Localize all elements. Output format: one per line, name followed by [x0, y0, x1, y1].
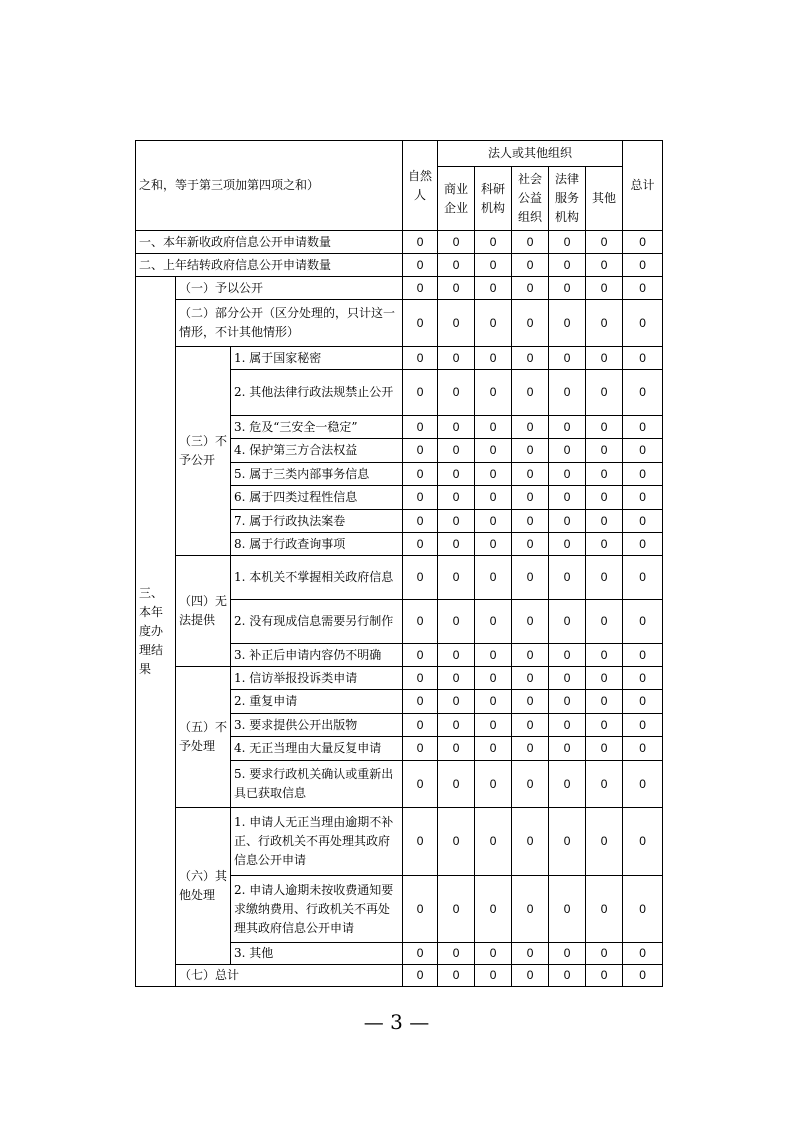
value-cell: 0	[475, 667, 512, 690]
value-cell: 0	[623, 556, 663, 600]
value-cell: 0	[475, 556, 512, 600]
value-cell: 0	[512, 463, 549, 486]
value-cell: 0	[512, 439, 549, 463]
value-cell: 0	[549, 714, 586, 737]
value-cell: 0	[586, 943, 623, 965]
value-cell: 0	[438, 690, 475, 714]
value-cell: 0	[549, 231, 586, 254]
value-cell: 0	[512, 965, 549, 987]
item-label: 5. 要求行政机关确认或重新出具已获取信息	[231, 761, 403, 808]
value-cell: 0	[512, 486, 549, 510]
value-cell: 0	[512, 300, 549, 347]
value-cell: 0	[475, 761, 512, 808]
row-label: 二、上年结转政府信息公开申请数量	[136, 254, 403, 277]
value-cell: 0	[475, 347, 512, 370]
value-cell: 0	[475, 714, 512, 737]
value-cell: 0	[623, 667, 663, 690]
col-total: 总计	[623, 141, 663, 231]
value-cell: 0	[475, 300, 512, 347]
item-label: 7. 属于行政执法案卷	[231, 510, 403, 533]
item-label: 2. 申请人逾期未按收费通知要求缴纳费用、行政机关不再处理其政府信息公开申请	[231, 876, 403, 943]
value-cell: 0	[438, 416, 475, 439]
value-cell: 0	[475, 965, 512, 987]
carried-over-row	[136, 254, 663, 277]
value-cell: 0	[438, 486, 475, 510]
value-cell: 0	[403, 876, 438, 943]
value-cell: 0	[512, 254, 549, 277]
value-cell: 0	[512, 533, 549, 556]
value-cell: 0	[586, 714, 623, 737]
value-cell: 0	[438, 667, 475, 690]
value-cell: 0	[403, 231, 438, 254]
value-cell: 0	[549, 533, 586, 556]
value-cell: 0	[475, 876, 512, 943]
value-cell: 0	[549, 644, 586, 667]
value-cell: 0	[586, 254, 623, 277]
value-cell: 0	[623, 300, 663, 347]
value-cell: 0	[586, 510, 623, 533]
value-cell: 0	[549, 416, 586, 439]
value-cell: 0	[438, 300, 475, 347]
item-label: 1. 本机关不掌握相关政府信息	[231, 556, 403, 600]
value-cell: 0	[586, 876, 623, 943]
value-cell: 0	[475, 416, 512, 439]
value-cell: 0	[403, 463, 438, 486]
value-cell: 0	[623, 714, 663, 737]
value-cell: 0	[549, 254, 586, 277]
not-processed-category: （五）不予处理	[176, 667, 231, 808]
unable-to-provide-category: （四）无法提供	[176, 556, 231, 667]
value-cell: 0	[586, 277, 623, 300]
value-cell: 0	[403, 254, 438, 277]
item-label: 4. 保护第三方合法权益	[231, 439, 403, 463]
value-cell: 0	[586, 463, 623, 486]
value-cell: 0	[438, 254, 475, 277]
item-label: 3. 补正后申请内容仍不明确	[231, 644, 403, 667]
value-cell: 0	[403, 714, 438, 737]
value-cell: 0	[403, 690, 438, 714]
col-research: 科研机构	[475, 167, 512, 231]
value-cell: 0	[549, 761, 586, 808]
value-cell: 0	[623, 416, 663, 439]
value-cell: 0	[403, 667, 438, 690]
item-label: 3. 危及“三安全一稳定”	[231, 416, 403, 439]
value-cell: 0	[549, 600, 586, 644]
value-cell: 0	[623, 808, 663, 876]
value-cell: 0	[438, 231, 475, 254]
value-cell: 0	[475, 644, 512, 667]
item-label: 1. 属于国家秘密	[231, 347, 403, 370]
value-cell: 0	[549, 965, 586, 987]
item-label: 1. 申请人无正当理由逾期不补正、行政机关不再处理其政府信息公开申请	[231, 808, 403, 876]
value-cell: 0	[512, 370, 549, 416]
value-cell: 0	[586, 644, 623, 667]
value-cell: 0	[438, 714, 475, 737]
value-cell: 0	[403, 347, 438, 370]
value-cell: 0	[549, 556, 586, 600]
value-cell: 0	[623, 690, 663, 714]
item-label: 2. 没有现成信息需要另行制作	[231, 600, 403, 644]
col-natural-person: 自然人	[403, 141, 438, 231]
value-cell: 0	[586, 965, 623, 987]
value-cell: 0	[586, 556, 623, 600]
value-cell: 0	[623, 463, 663, 486]
col-legal-group: 法人或其他组织	[438, 141, 623, 167]
value-cell: 0	[623, 737, 663, 761]
value-cell: 0	[549, 300, 586, 347]
value-cell: 0	[475, 600, 512, 644]
value-cell: 0	[586, 761, 623, 808]
result-label: （二）部分公开（区分处理的，只计这一情形，不计其他情形）	[176, 300, 403, 347]
value-cell: 0	[623, 761, 663, 808]
value-cell: 0	[586, 600, 623, 644]
result-row	[136, 965, 663, 987]
value-cell: 0	[512, 347, 549, 370]
value-cell: 0	[586, 300, 623, 347]
value-cell: 0	[586, 667, 623, 690]
value-cell: 0	[438, 277, 475, 300]
value-cell: 0	[403, 600, 438, 644]
value-cell: 0	[586, 737, 623, 761]
value-cell: 0	[403, 370, 438, 416]
value-cell: 0	[549, 690, 586, 714]
value-cell: 0	[623, 439, 663, 463]
value-cell: 0	[623, 876, 663, 943]
disclosure-statistics-table	[135, 140, 663, 987]
value-cell: 0	[512, 416, 549, 439]
value-cell: 0	[475, 533, 512, 556]
value-cell: 0	[549, 370, 586, 416]
value-cell: 0	[403, 808, 438, 876]
value-cell: 0	[623, 965, 663, 987]
value-cell: 0	[438, 737, 475, 761]
item-label: 3. 其他	[231, 943, 403, 965]
value-cell: 0	[623, 533, 663, 556]
value-cell: 0	[403, 300, 438, 347]
value-cell: 0	[403, 416, 438, 439]
value-cell: 0	[512, 714, 549, 737]
new-requests-row	[136, 231, 663, 254]
value-cell: 0	[586, 533, 623, 556]
value-cell: 0	[586, 808, 623, 876]
page-number: — 3 —	[363, 1010, 430, 1034]
value-cell: 0	[623, 231, 663, 254]
value-cell: 0	[623, 486, 663, 510]
value-cell: 0	[403, 737, 438, 761]
value-cell: 0	[438, 347, 475, 370]
value-cell: 0	[475, 690, 512, 714]
value-cell: 0	[512, 943, 549, 965]
item-label: 4. 无正当理由大量反复申请	[231, 737, 403, 761]
not-disclosed-category: （三）不予公开	[176, 347, 231, 556]
result-row	[136, 300, 663, 347]
value-cell: 0	[512, 876, 549, 943]
value-cell: 0	[475, 737, 512, 761]
value-cell: 0	[512, 510, 549, 533]
value-cell: 0	[586, 486, 623, 510]
unable-to-provide-item-row	[136, 556, 663, 600]
value-cell: 0	[403, 533, 438, 556]
value-cell: 0	[475, 943, 512, 965]
value-cell: 0	[512, 667, 549, 690]
value-cell: 0	[475, 463, 512, 486]
value-cell: 0	[438, 463, 475, 486]
value-cell: 0	[512, 761, 549, 808]
col-other: 其他	[586, 167, 623, 231]
value-cell: 0	[549, 486, 586, 510]
value-cell: 0	[475, 808, 512, 876]
value-cell: 0	[586, 231, 623, 254]
value-cell: 0	[475, 231, 512, 254]
value-cell: 0	[549, 463, 586, 486]
value-cell: 0	[403, 277, 438, 300]
value-cell: 0	[549, 737, 586, 761]
other-handling-category: （六）其他处理	[176, 808, 231, 965]
value-cell: 0	[403, 510, 438, 533]
col-public-welfare: 社会公益组织	[512, 167, 549, 231]
not-processed-item-row	[136, 667, 663, 690]
value-cell: 0	[403, 943, 438, 965]
value-cell: 0	[438, 965, 475, 987]
item-label: 2. 其他法律行政法规禁止公开	[231, 370, 403, 416]
value-cell: 0	[623, 510, 663, 533]
value-cell: 0	[549, 510, 586, 533]
value-cell: 0	[512, 737, 549, 761]
value-cell: 0	[403, 761, 438, 808]
value-cell: 0	[403, 965, 438, 987]
result-label: （七）总计	[176, 965, 403, 987]
item-label: 2. 重复申请	[231, 690, 403, 714]
value-cell: 0	[586, 416, 623, 439]
value-cell: 0	[438, 439, 475, 463]
value-cell: 0	[623, 254, 663, 277]
value-cell: 0	[438, 556, 475, 600]
value-cell: 0	[549, 347, 586, 370]
header-row	[136, 141, 663, 167]
value-cell: 0	[438, 761, 475, 808]
value-cell: 0	[475, 277, 512, 300]
result-label: （一）予以公开	[176, 277, 403, 300]
value-cell: 0	[512, 556, 549, 600]
value-cell: 0	[512, 277, 549, 300]
section-results-label: 三、本年度办理结果	[136, 277, 176, 987]
value-cell: 0	[623, 600, 663, 644]
value-cell: 0	[403, 486, 438, 510]
item-label: 3. 要求提供公开出版物	[231, 714, 403, 737]
value-cell: 0	[512, 600, 549, 644]
value-cell: 0	[512, 808, 549, 876]
value-cell: 0	[512, 644, 549, 667]
value-cell: 0	[586, 439, 623, 463]
value-cell: 0	[438, 510, 475, 533]
row-label: 一、本年新收政府信息公开申请数量	[136, 231, 403, 254]
value-cell: 0	[549, 943, 586, 965]
value-cell: 0	[623, 943, 663, 965]
item-label: 1. 信访举报投诉类申请	[231, 667, 403, 690]
value-cell: 0	[623, 370, 663, 416]
value-cell: 0	[475, 439, 512, 463]
value-cell: 0	[512, 690, 549, 714]
header-note: 之和，等于第三项加第四项之和）	[136, 141, 403, 231]
value-cell: 0	[586, 347, 623, 370]
not-disclosed-item-row	[136, 347, 663, 370]
value-cell: 0	[438, 943, 475, 965]
value-cell: 0	[438, 370, 475, 416]
value-cell: 0	[403, 644, 438, 667]
value-cell: 0	[512, 231, 549, 254]
value-cell: 0	[438, 808, 475, 876]
item-label: 8. 属于行政查询事项	[231, 533, 403, 556]
item-label: 5. 属于三类内部事务信息	[231, 463, 403, 486]
value-cell: 0	[623, 277, 663, 300]
value-cell: 0	[475, 254, 512, 277]
result-row	[136, 277, 663, 300]
value-cell: 0	[475, 486, 512, 510]
value-cell: 0	[403, 556, 438, 600]
col-legal-service: 法律服务机构	[549, 167, 586, 231]
value-cell: 0	[623, 347, 663, 370]
value-cell: 0	[438, 644, 475, 667]
value-cell: 0	[438, 876, 475, 943]
other-handling-item-row	[136, 808, 663, 876]
value-cell: 0	[403, 439, 438, 463]
item-label: 6. 属于四类过程性信息	[231, 486, 403, 510]
value-cell: 0	[549, 667, 586, 690]
value-cell: 0	[438, 600, 475, 644]
value-cell: 0	[586, 690, 623, 714]
value-cell: 0	[549, 876, 586, 943]
value-cell: 0	[549, 808, 586, 876]
value-cell: 0	[475, 510, 512, 533]
col-business: 商业企业	[438, 167, 475, 231]
value-cell: 0	[623, 644, 663, 667]
value-cell: 0	[586, 370, 623, 416]
value-cell: 0	[475, 370, 512, 416]
value-cell: 0	[438, 533, 475, 556]
value-cell: 0	[549, 439, 586, 463]
value-cell: 0	[549, 277, 586, 300]
